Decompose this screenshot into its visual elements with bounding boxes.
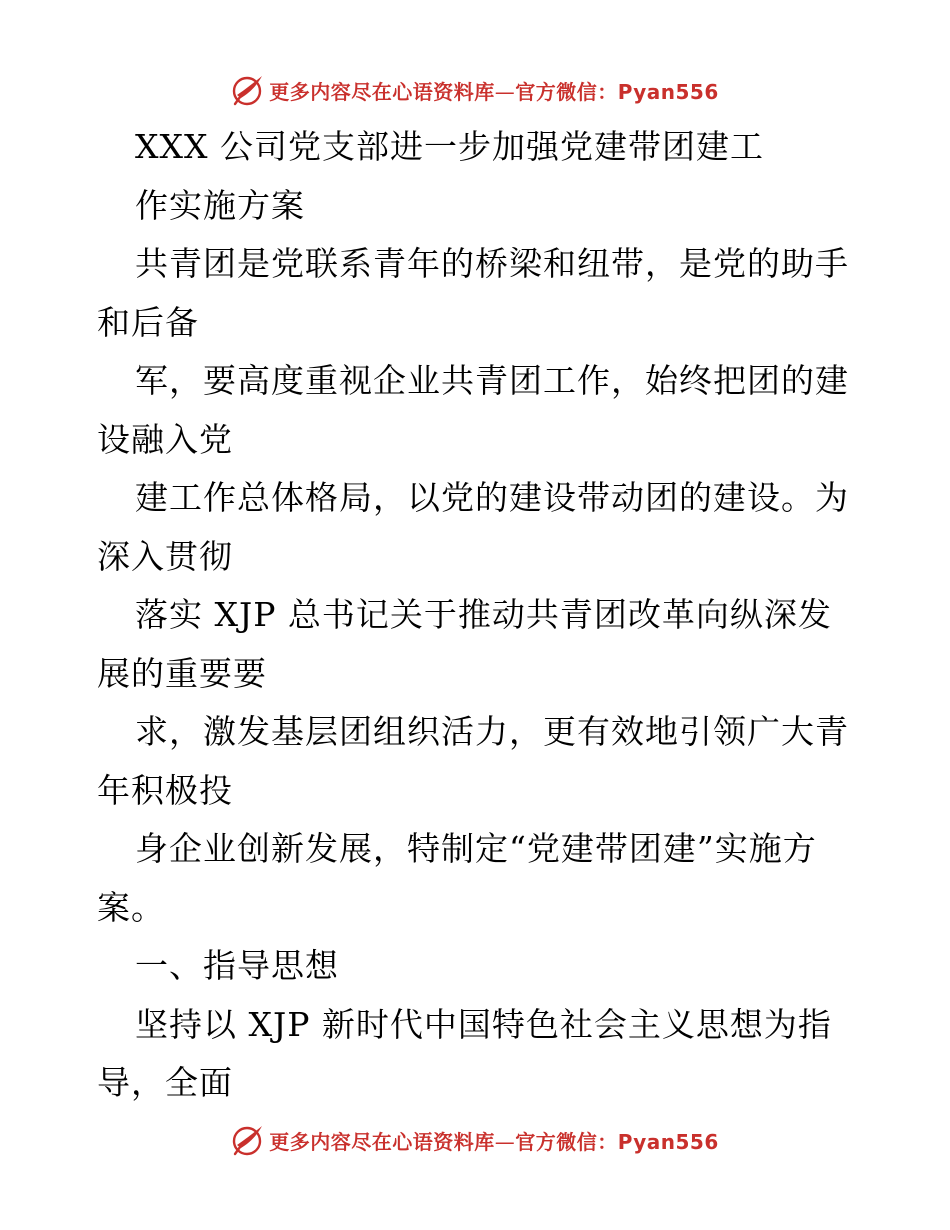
- footer-watermark: [0, 1120, 950, 1160]
- quill-logo-icon: [231, 73, 265, 107]
- text-line: 身企业创新发展，特制定“党建带团建”实施方: [135, 829, 817, 868]
- text-line: 展的重要要: [97, 653, 267, 693]
- document-body: [97, 118, 857, 1113]
- text-line: 年积极投: [97, 770, 233, 810]
- watermark-text: 更多内容尽在心语资料库—官方微信：Pyan556: [269, 1129, 719, 1154]
- header-watermark: [0, 70, 950, 110]
- text-line: XXX 公司党支部进一步加强党建带团建工: [135, 127, 764, 166]
- watermark-text: 更多内容尽在心语资料库—官方微信：Pyan556: [269, 79, 719, 104]
- text-line: 求，激发基层团组织活力，更有效地引领广大青: [135, 712, 849, 751]
- text-line: 深入贯彻: [97, 536, 233, 576]
- text-line: 一、指导思想: [135, 946, 339, 985]
- text-line: 和后备: [97, 302, 199, 342]
- text-line: 设融入党: [97, 419, 233, 459]
- text-line: 共青团是党联系青年的桥梁和纽带，是党的助手: [135, 244, 849, 283]
- text-line: 军，要高度重视企业共青团工作，始终把团的建: [135, 361, 849, 400]
- text-line: 作实施方案: [135, 185, 305, 225]
- text-line: 建工作总体格局，以党的建设带动团的建设。为: [135, 478, 849, 517]
- quill-logo-icon: [231, 1123, 265, 1157]
- text-line: 导，全面: [97, 1063, 233, 1102]
- text-line: 落实 XJP 总书记关于推动共青团改革向纵深发: [135, 595, 832, 634]
- text-line: 案。: [97, 887, 165, 927]
- text-line: 坚持以 XJP 新时代中国特色社会主义思想为指: [135, 1004, 832, 1044]
